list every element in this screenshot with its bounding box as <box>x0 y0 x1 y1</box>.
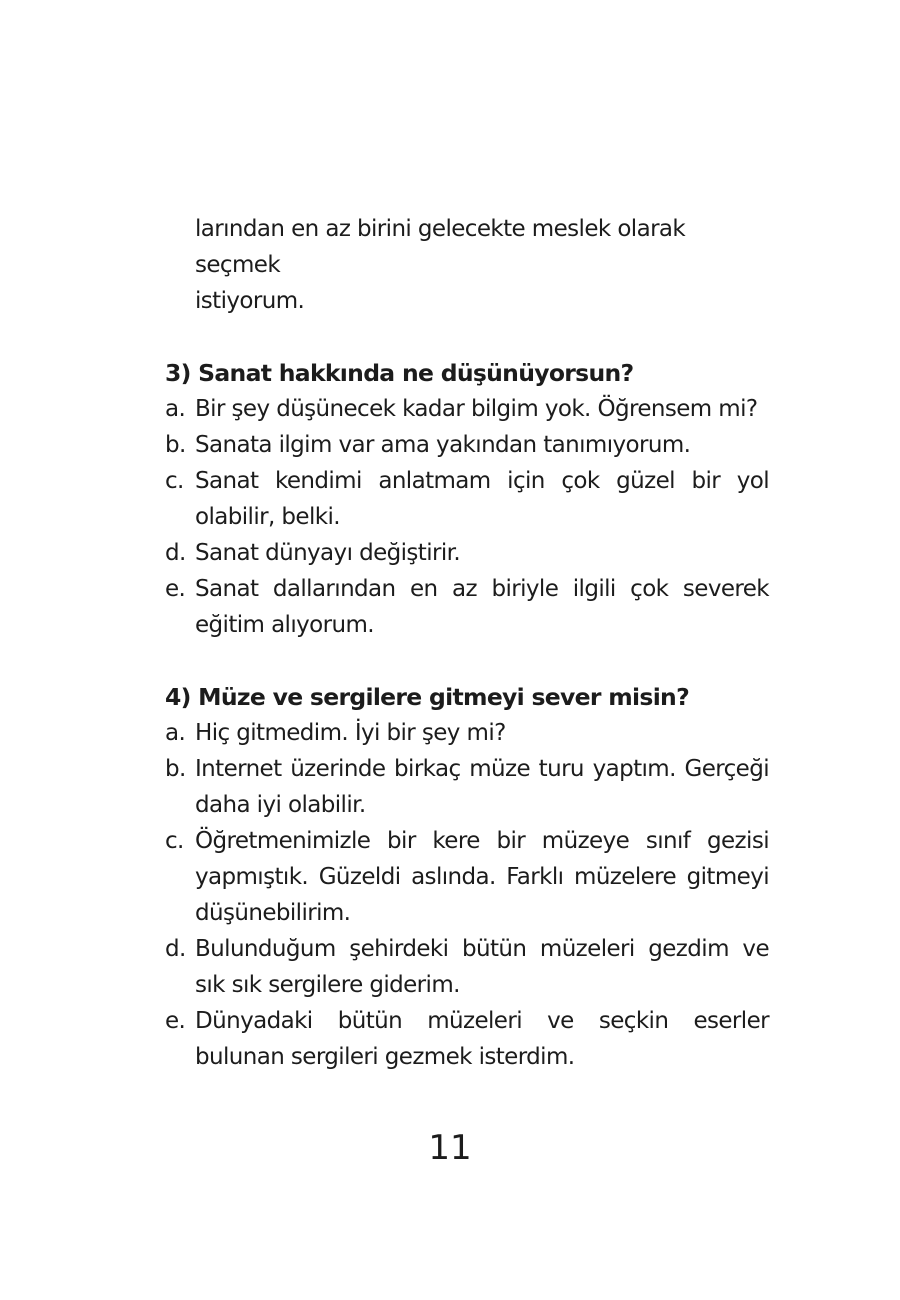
option-letter: d. <box>165 540 186 566</box>
question-3-title: 3) Sanat hakkında ne düşünüyorsun? <box>165 359 634 387</box>
option-text: Bir şey düşünecek kadar bilgim yok. Öğrensem mi? <box>195 396 758 422</box>
option-text: Sanata ilgim var ama yakından tanımıyorum. <box>195 432 691 458</box>
option-letter: e. <box>165 576 186 602</box>
option-text: Bulunduğum şehirdeki bütün müzeleri gezdim ve sık sık sergilere giderim. <box>195 936 769 998</box>
option-text: Sanat kendimi anlatmam için çok güzel bir yol olabilir, belki. <box>195 468 769 530</box>
option-letter: a. <box>165 396 186 422</box>
option-letter: b. <box>165 756 186 782</box>
question-4-options <box>165 715 769 1075</box>
option-letter: e. <box>165 1008 186 1034</box>
option-item <box>165 931 769 1003</box>
option-text: Sanat dünyayı değiştirir. <box>195 540 461 566</box>
continued-line: istiyorum. <box>195 288 305 314</box>
question-4-title: 4) Müze ve sergilere gitmeyi sever misin? <box>165 683 690 711</box>
option-letter: c. <box>165 468 184 494</box>
page-body <box>165 211 769 1075</box>
option-item <box>165 535 769 571</box>
option-letter: c. <box>165 828 184 854</box>
option-letter: d. <box>165 936 186 962</box>
option-text: Öğretmenimizle bir kere bir müzeye sınıf gezisi yapmıştık. Güzeldi aslında. Farklı müzelere gitmeyi düşünebilirim. <box>195 828 769 926</box>
option-letter: b. <box>165 432 186 458</box>
question-3-options <box>165 391 769 643</box>
continued-paragraph <box>165 211 769 319</box>
option-letter: a. <box>165 720 186 746</box>
option-item <box>165 823 769 931</box>
option-text: Sanat dallarından en az biriyle ilgili çok severek eğitim alıyorum. <box>195 576 769 638</box>
page-number: 11 <box>428 1128 472 1168</box>
option-item <box>165 427 769 463</box>
option-item <box>165 715 769 751</box>
option-item <box>165 571 769 643</box>
option-item <box>165 463 769 535</box>
option-text: Dünyadaki bütün müzeleri ve seçkin eserler bulunan sergileri gezmek isterdim. <box>195 1008 769 1070</box>
option-text: Hiç gitmedim. İyi bir şey mi? <box>195 720 506 746</box>
option-item <box>165 751 769 823</box>
option-item <box>165 391 769 427</box>
continued-line: larından en az birini gelecekte meslek olarak seçmek <box>195 216 686 278</box>
option-text: Internet üzerinde birkaç müze turu yaptım. Gerçeği daha iyi olabilir. <box>195 756 769 818</box>
option-item <box>165 1003 769 1075</box>
